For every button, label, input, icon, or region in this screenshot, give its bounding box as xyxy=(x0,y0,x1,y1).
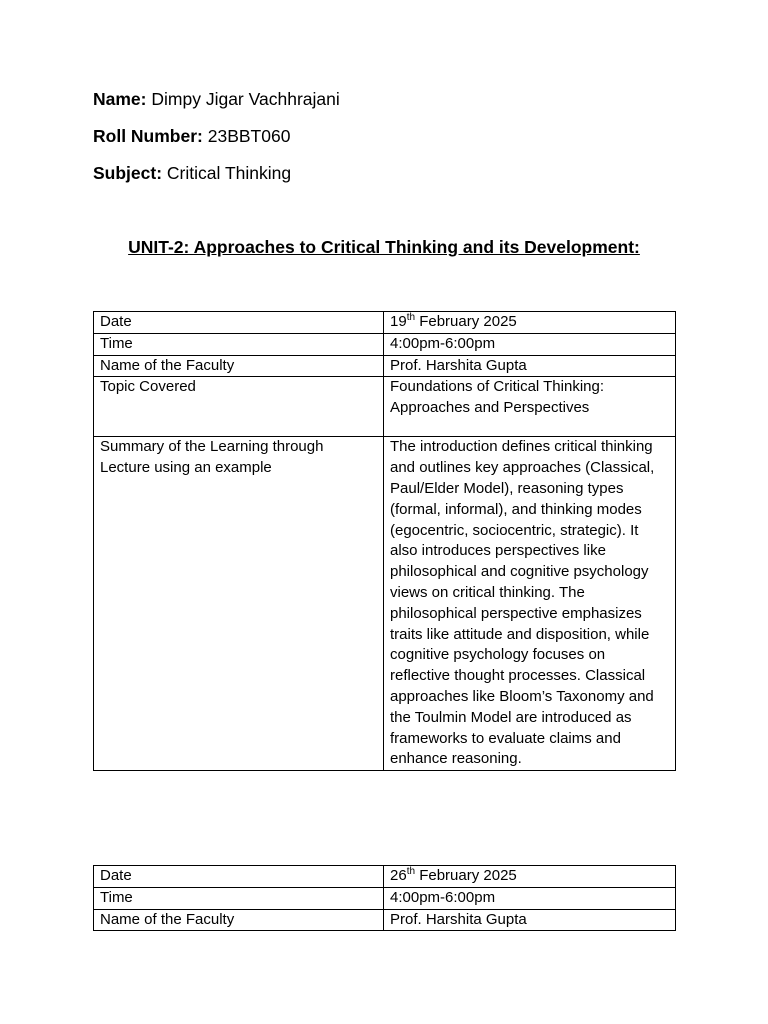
subject-value: Critical Thinking xyxy=(166,163,292,183)
date-label: Date xyxy=(94,312,384,334)
table-row xyxy=(94,866,676,888)
table-row xyxy=(94,377,676,437)
faculty-value: Prof. Harshita Gupta xyxy=(384,355,676,377)
topic-value: Foundations of Critical Thinking: Approaches and Perspectives xyxy=(384,377,676,437)
date-day: 26 xyxy=(390,867,407,884)
name-value: Dimpy Jigar Vachhrajani xyxy=(151,89,340,109)
roll-label: Roll Number: xyxy=(93,126,203,146)
date-suffix: th xyxy=(406,866,416,877)
table-row xyxy=(94,355,676,377)
date-rest: February 2025 xyxy=(415,867,517,884)
unit-title: UNIT-2: Approaches to Critical Thinking and its Development: xyxy=(128,237,640,257)
faculty-value: Prof. Harshita Gupta xyxy=(384,909,676,931)
date-suffix: th xyxy=(406,312,416,323)
faculty-label: Name of the Faculty xyxy=(94,909,384,931)
topic-label: Topic Covered xyxy=(94,377,384,437)
table-row xyxy=(94,333,676,355)
date-value xyxy=(384,312,676,334)
date-rest: February 2025 xyxy=(415,313,517,330)
table-row xyxy=(94,437,676,771)
date-value xyxy=(384,866,676,888)
table-row xyxy=(94,909,676,931)
roll-number xyxy=(93,126,290,147)
date-label: Date xyxy=(94,866,384,888)
session-table-2 xyxy=(93,865,676,931)
subject xyxy=(93,163,291,184)
faculty-label: Name of the Faculty xyxy=(94,355,384,377)
time-label: Time xyxy=(94,333,384,355)
session-table-1 xyxy=(93,311,676,771)
name-label: Name: xyxy=(93,89,147,109)
summary-value: The introduction defines critical thinking and outlines key approaches (Classical, Paul/Elder Model), reasoning types (formal, informal), and thinking modes (egocentric, sociocentric, strategic). It also introduces perspectives like philosophical and cognitive psychology views on critical thinking. The philosophical perspective emphasizes traits like attitude and disposition, while cognitive psychology focuses on reflective thought processes. Classical approaches like Bloom’s Taxonomy and the Toulmin Model are introduced as frameworks to evaluate claims and enhance reasoning. xyxy=(384,437,676,771)
table-row xyxy=(94,887,676,909)
roll-value: 23BBT060 xyxy=(207,126,291,146)
time-label: Time xyxy=(94,887,384,909)
time-value: 4:00pm-6:00pm xyxy=(384,887,676,909)
date-day: 19 xyxy=(390,313,407,330)
time-value: 4:00pm-6:00pm xyxy=(384,333,676,355)
subject-label: Subject: xyxy=(93,163,163,183)
student-name xyxy=(93,89,340,110)
summary-label: Summary of the Learning through Lecture using an example xyxy=(94,437,384,771)
table-row xyxy=(94,312,676,334)
